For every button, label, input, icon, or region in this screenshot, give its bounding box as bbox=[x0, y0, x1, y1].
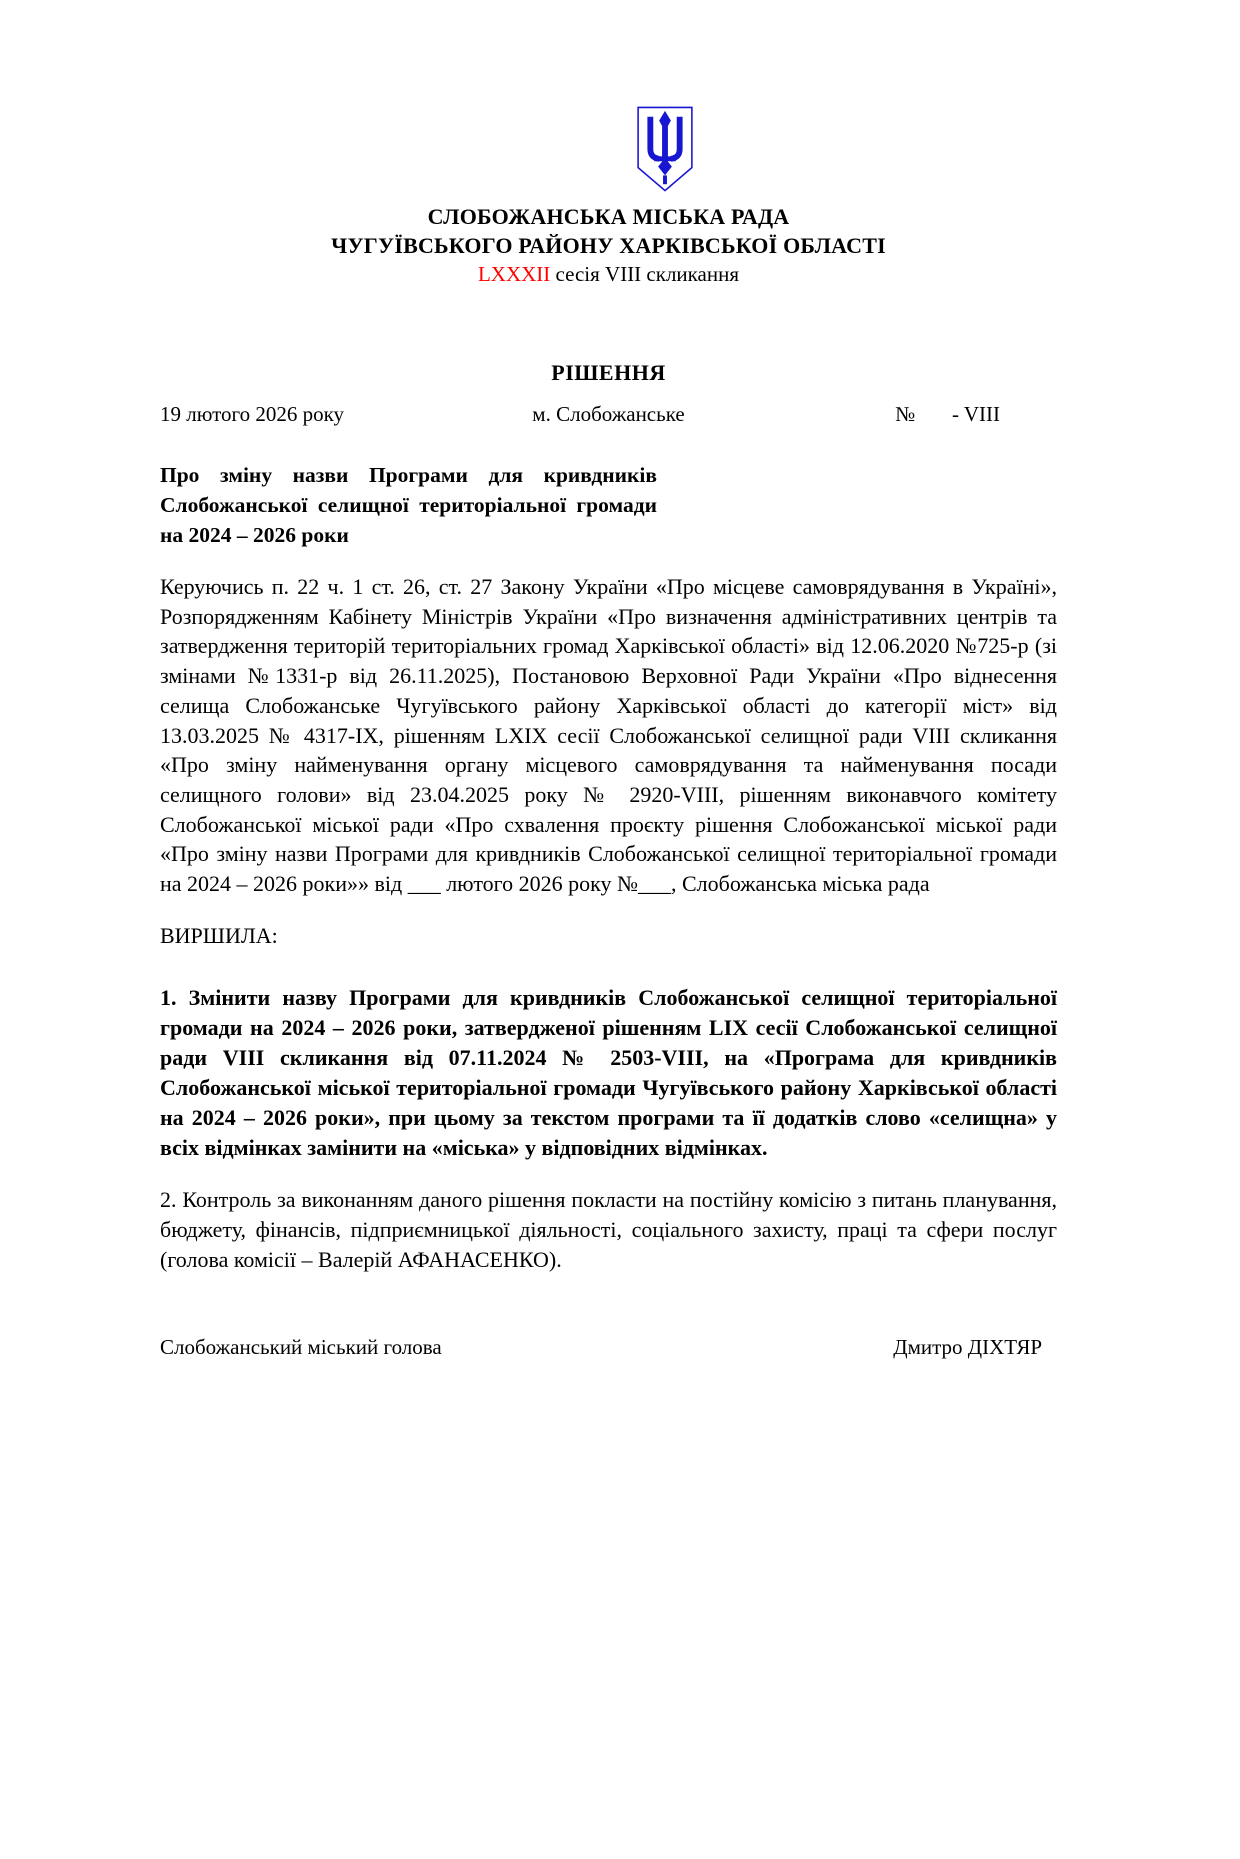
resolved-heading: ВИРШИЛА: bbox=[160, 922, 278, 948]
document-type-title: РІШЕННЯ bbox=[551, 360, 666, 385]
decision-document-page bbox=[0, 105, 1240, 1362]
resolution-item-1: 1. Змінити назву Програми для кривдників Слобожанської селищної територіальної громади на 2024 – 2026 роки, затвердженої рішенням LIX сесії Слобожанської селищної ради VIII скликання від 07.11.2024 № 2503-VIII, на «Програма для кривдників Слобожанської міської територіальної громади Чугуївського району Харківської області на 2024 – 2026 роки», при цьому за текстом програми та її додатків слово «селищна» у всіх відмінках замінити на «міська» у відповідних відмінках. bbox=[160, 984, 1057, 1160]
document-place: м. Слобожанське bbox=[532, 402, 685, 426]
session-number: LXXXII bbox=[477, 262, 551, 286]
organization-name-line2: ЧУГУЇВСЬКОГО РАЙОНУ ХАРКІВСЬКОЇ ОБЛАСТІ bbox=[331, 233, 886, 258]
document-meta-row bbox=[160, 400, 1057, 429]
signatory-name: Дмитро ДІХТЯР bbox=[893, 1334, 1042, 1359]
resolution-item-2: 2. Контроль за виконанням даного рішення покласти на постійну комісію з питань планування, бюджету, фінансів, підприємницької діяльності, соціального захисту, праці та сфери послуг (голова комісії – Валерій АФАНАСЕНКО). bbox=[160, 1186, 1057, 1272]
session-text: сесія VIII скликання bbox=[550, 262, 740, 286]
preamble-paragraph: Керуючись п. 22 ч. 1 ст. 26, ст. 27 Закону України «Про місцеве самоврядування в Україні», Розпорядженням Кабінету Міністрів України «Про визначення адміністративних центрів та затвердження територій територіальних громад Харківської області» від 12.06.2020 №725-р (зі змінами №1331-р від 26.11.2025), Постановою Верховної Ради України «Про віднесення селища Слобожанське Чугуївського району Харківської області до категорії міст» від 13.03.2025 № 4317-IX, рішенням LXIX сесії Слобожанської селищної ради VIII скликання «Про зміну найменування органу місцевого самоврядування та найменування посади селищного голови» від 23.04.2025 року № 2920-VIII, рішенням виконавчого комітету Слобожанської міської ради «Про схвалення проєкту рішення Слобожанської міської ради «Про зміну назви Програми для кривдників Слобожанської селищної територіальної громади на 2024 – 2026 роки»» від ___ лютого 2026 року №___, Слобожанська міська рада bbox=[160, 574, 1057, 897]
document-number: № - VIII bbox=[895, 402, 1000, 426]
organization-name-line1: СЛОБОЖАНСЬКА МІСЬКА РАДА bbox=[427, 204, 790, 229]
session-line bbox=[160, 260, 1057, 289]
signatory-position: Слобожанський міський голова bbox=[160, 1334, 442, 1359]
document-subject: Про зміну назви Програми для кривдників Слобожанської селищної територіальної громади на 2024 – 2026 роки bbox=[160, 463, 657, 547]
document-date: 19 лютого 2026 року bbox=[160, 402, 345, 426]
signature-row bbox=[160, 1333, 1057, 1362]
ukraine-trident-icon bbox=[634, 105, 696, 193]
coat-of-arms-container bbox=[216, 105, 1113, 198]
